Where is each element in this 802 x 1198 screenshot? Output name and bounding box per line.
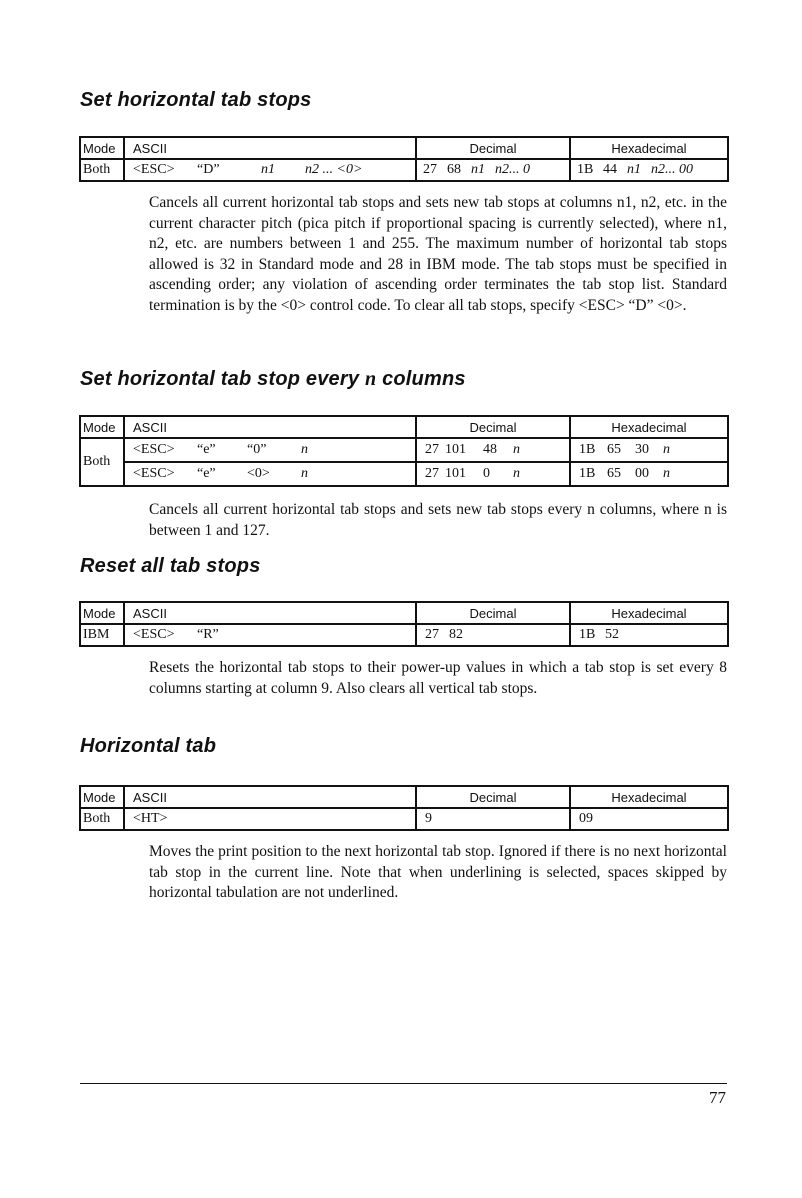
ascii-cell (124, 624, 416, 646)
ascii-token: <HT> (133, 811, 168, 826)
mode-cell: Both (80, 438, 124, 486)
hex-header: Hexadecimal (570, 137, 728, 159)
ascii-token: “e” (197, 442, 216, 457)
decimal-header: Decimal (416, 137, 570, 159)
ascii-cell (124, 438, 416, 486)
decimal-token: 101 (445, 466, 466, 481)
hex-token: 09 (579, 811, 593, 826)
description-horizontal-tab: Moves the print position to the next horizontal tab stop. Ignored if there is no next horizontal tab stop in the current line. Note that when underlining is selected, spaces skipped by horizontal tabulation are not underlined. (149, 843, 727, 901)
decimal-token: 82 (449, 627, 463, 642)
section-heading-horizontal-tab: Horizontal tab (80, 735, 217, 757)
ascii-header: ASCII (124, 786, 416, 808)
hex-token: 1B (579, 627, 596, 642)
decimal-token: 48 (483, 442, 497, 457)
ascii-token: “R” (197, 627, 219, 642)
hex-token: 30 (635, 442, 649, 457)
hex-cell (570, 624, 728, 646)
decimal-cell (416, 438, 570, 486)
sub-row (571, 461, 727, 485)
decimal-cell (416, 159, 570, 181)
hex-header: Hexadecimal (570, 602, 728, 624)
decimal-token: 68 (447, 162, 461, 177)
decimal-token: 0 (483, 466, 490, 481)
section-heading-reset-tab-stops: Reset all tab stops (80, 555, 261, 577)
sub-row (571, 439, 727, 461)
ascii-token: “D” (197, 162, 220, 177)
description-reset-tab-stops: Resets the horizontal tab stops to their power-up values in which a tab stop is set every 8 columns starting at column 9. Also clears all vertical tab stops. (149, 659, 727, 697)
mode-cell: Both (80, 808, 124, 830)
hex-header: Hexadecimal (570, 786, 728, 808)
hex-token: 00 (635, 466, 649, 481)
sub-row (417, 461, 569, 485)
hex-token: 65 (607, 442, 621, 457)
table-header-row (80, 786, 728, 808)
ascii-header: ASCII (124, 416, 416, 438)
hex-token: 1B (579, 442, 596, 457)
section-heading-set-tab-stops: Set horizontal tab stops (80, 89, 312, 111)
mode-cell: IBM (80, 624, 124, 646)
decimal-cell (416, 624, 570, 646)
hex-token: 1B (577, 162, 594, 177)
description-set-tab-stops: Cancels all current horizontal tab stops and sets new tab stops at columns n1, n2, etc. in the current character pitch (pica pitch if proportional spacing is currently selected), where n1, n2, etc. are numbers between 1 and 255. The maximum number of horizontal tab stops allowed is 32 in Standard mode and 28 in IBM mode. The tab stops must be specified in ascending order; any violation of ascending order terminates the tab stop list. Standard termination is by the <0> control code. To clear all tab stops, specify <ESC> “D” <0>. (149, 194, 727, 314)
table-row (80, 808, 728, 830)
command-table-tab-every-n (79, 415, 729, 487)
decimal-token: n1 (471, 162, 485, 177)
command-table-reset-tab-stops (79, 601, 729, 647)
hex-header: Hexadecimal (570, 416, 728, 438)
mode-cell: Both (80, 159, 124, 181)
page-number: 77 (709, 1088, 726, 1107)
ascii-header: ASCII (124, 137, 416, 159)
hex-token: n (663, 442, 670, 457)
hex-cell (570, 159, 728, 181)
decimal-token: 9 (425, 811, 432, 826)
ascii-cell (124, 159, 416, 181)
hex-token: 44 (603, 162, 617, 177)
decimal-header: Decimal (416, 416, 570, 438)
mode-header: Mode (80, 786, 124, 808)
command-table-set-tab-stops (79, 136, 729, 182)
decimal-token: 101 (445, 442, 466, 457)
decimal-cell (416, 808, 570, 830)
hex-cell (570, 808, 728, 830)
ascii-token: <ESC> (133, 627, 175, 642)
ascii-token: <ESC> (133, 162, 175, 177)
sub-row (125, 439, 415, 461)
ascii-header: ASCII (124, 602, 416, 624)
description-tab-every-n: Cancels all current horizontal tab stops and sets new tab stops every n columns, where n is between 1 and 127. (149, 501, 727, 539)
decimal-token: 27 (425, 627, 439, 642)
ascii-token: n2 ... <0> (305, 162, 363, 177)
decimal-token: 27 (423, 162, 437, 177)
heading-text: columns (382, 368, 466, 390)
hex-token: n (663, 466, 670, 481)
footer-rule (80, 1083, 727, 1084)
mode-header: Mode (80, 416, 124, 438)
hex-token: 1B (579, 466, 596, 481)
decimal-token: n (513, 442, 520, 457)
ascii-token: n1 (261, 162, 275, 177)
decimal-token: 27 (425, 466, 439, 481)
command-table-horizontal-tab (79, 785, 729, 831)
table-header-row (80, 137, 728, 159)
decimal-header: Decimal (416, 786, 570, 808)
decimal-token: n2... 0 (495, 162, 530, 177)
ascii-token: <ESC> (133, 442, 175, 457)
sub-row (125, 461, 415, 485)
decimal-token: n (513, 466, 520, 481)
ascii-token: <0> (247, 466, 270, 481)
heading-text: Set horizontal tab stop every (80, 368, 360, 390)
table-header-row (80, 416, 728, 438)
table-row (80, 159, 728, 181)
table-row (80, 624, 728, 646)
decimal-token: 27 (425, 442, 439, 457)
ascii-token: n (301, 442, 308, 457)
table-header-row (80, 602, 728, 624)
hex-token: n2... 00 (651, 162, 693, 177)
sub-row (417, 439, 569, 461)
hex-token: 65 (607, 466, 621, 481)
hex-cell (570, 438, 728, 486)
ascii-token: <ESC> (133, 466, 175, 481)
mode-header: Mode (80, 137, 124, 159)
hex-token: n1 (627, 162, 641, 177)
ascii-token: “e” (197, 466, 216, 481)
section-heading-tab-every-n (80, 368, 466, 391)
ascii-token: n (301, 466, 308, 481)
ascii-token: “0” (247, 442, 267, 457)
ascii-cell (124, 808, 416, 830)
hex-token: 52 (605, 627, 619, 642)
heading-variable: n (364, 368, 377, 390)
mode-header: Mode (80, 602, 124, 624)
decimal-header: Decimal (416, 602, 570, 624)
table-row (80, 438, 728, 486)
